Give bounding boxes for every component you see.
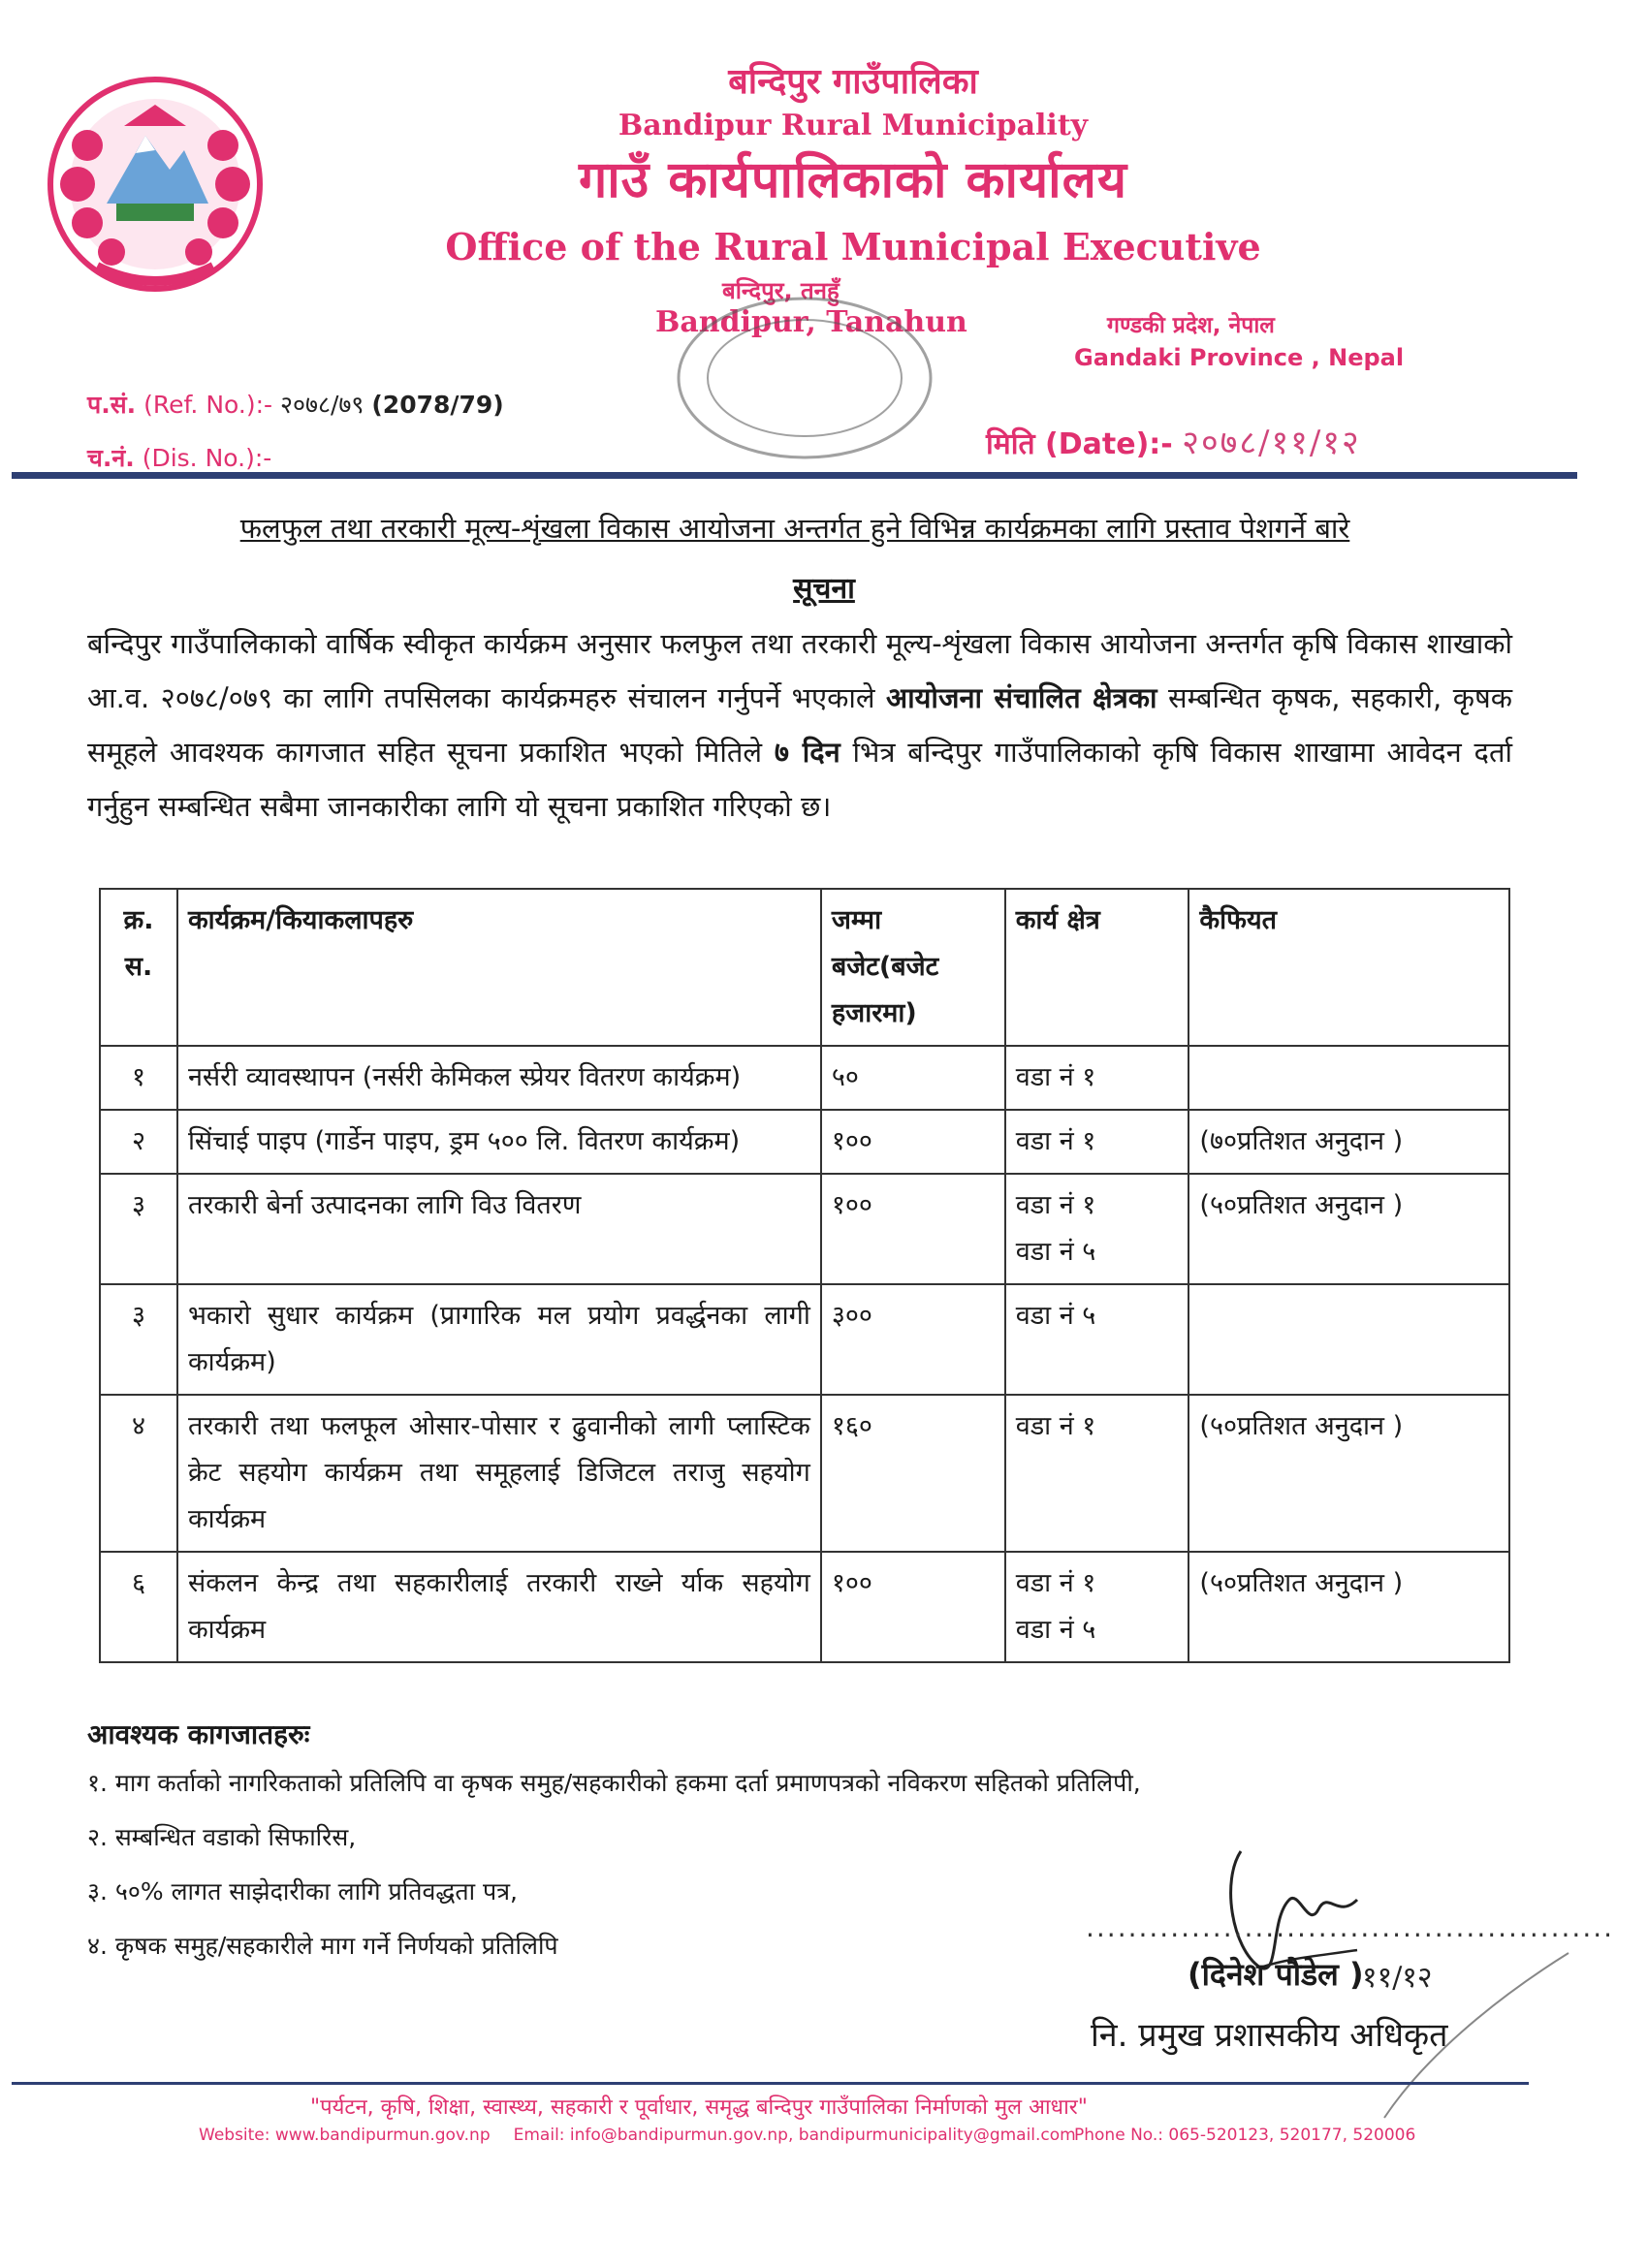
- cell-area-line: वडा नं १: [1015, 1126, 1096, 1156]
- cell-area: [1005, 1046, 1189, 1110]
- header-program: कार्यक्रम/कियाकलापहरु: [177, 889, 821, 1046]
- paragraph-bold-1: आयोजना संचालित क्षेत्रका: [885, 681, 1157, 714]
- ref-label-en: (Ref. No.):-: [143, 391, 273, 419]
- list-item: ४. कृषक समुह/सहकारीले माग गर्ने निर्णयको प्रतिलिपि: [87, 1932, 558, 1960]
- table-row: [100, 1046, 1509, 1110]
- cell-program: सिंचाई पाइप (गार्डेन पाइप, ड्रम ५०० लि. वितरण कार्यक्रम): [177, 1110, 821, 1174]
- table-row: [100, 1110, 1509, 1174]
- cell-remarks: (७०प्रतिशत अनुदान ): [1188, 1110, 1509, 1174]
- footer-divider: [12, 2082, 1529, 2085]
- cell-program: संकलन केन्द्र तथा सहकारीलाई तरकारी राख्ने र्याक सहयोग कार्यक्रम: [177, 1552, 821, 1662]
- signatory-name: (दिनेश पौडेल ): [1188, 1956, 1364, 1993]
- cell-area: [1005, 1395, 1189, 1552]
- municipality-logo: [39, 68, 271, 300]
- footer-phone: Phone No.: 065-520123, 520177, 520006: [1074, 2126, 1416, 2145]
- cell-remarks: (५०प्रतिशत अनुदान ): [1188, 1395, 1509, 1552]
- cell-area: [1005, 1284, 1189, 1395]
- cell-budget: १००: [821, 1110, 1005, 1174]
- cell-remarks: (५०प्रतिशत अनुदान ): [1188, 1174, 1509, 1284]
- cell-area-line: वडा नं १: [1015, 1062, 1096, 1092]
- table-row: [100, 1395, 1509, 1552]
- header-sn: क्र. स.: [100, 889, 177, 1046]
- header-remarks: कैफियत: [1188, 889, 1509, 1046]
- cell-budget: १६०: [821, 1395, 1005, 1552]
- header-budget: जम्मा बजेट(बजेट हजारमा): [821, 889, 1005, 1046]
- province-en: Gandaki Province , Nepal: [1074, 344, 1405, 371]
- cell-sn: ३: [100, 1284, 177, 1395]
- cell-area-line: वडा नं १: [1015, 1190, 1096, 1220]
- cell-sn: ६: [100, 1552, 177, 1662]
- header-area: कार्य क्षेत्र: [1005, 889, 1189, 1046]
- cell-area-line: वडा नं ५: [1015, 1615, 1096, 1645]
- footer-email[interactable]: Email: info@bandipurmun.gov.np, bandipurmunicipality@gmail.com: [513, 2126, 1076, 2145]
- notice-paragraph: [87, 616, 1512, 834]
- office-name-en: Bandipur Rural Municipality: [618, 109, 1089, 142]
- list-item: २. सम्बन्धित वडाको सिफारिस,: [87, 1823, 357, 1851]
- cell-area-line: वडा नं ५: [1015, 1237, 1096, 1267]
- cell-budget: ३००: [821, 1284, 1005, 1395]
- cell-program: तरकारी तथा फलफूल ओसार-पोसार र ढुवानीको लागी प्लास्टिक क्रेट सहयोग कार्यक्रम तथा समूहलाई डिजिटल तराजु सहयोग कार्यक्रम: [177, 1395, 821, 1552]
- executive-office-en: Office of the Rural Municipal Executive: [445, 225, 1261, 268]
- cell-program: नर्सरी व्यावस्थापन (नर्सरी केमिकल स्प्रेयर वितरण कार्यक्रम): [177, 1046, 821, 1110]
- cell-sn: १: [100, 1046, 177, 1110]
- cell-remarks: [1188, 1046, 1509, 1110]
- footer-contact: [199, 2126, 1076, 2145]
- table-row: [100, 1284, 1509, 1395]
- cell-sn: ३: [100, 1174, 177, 1284]
- ref-value-en: (2078/79): [371, 391, 504, 419]
- office-stamp: [669, 291, 940, 465]
- location-np: बन्दिपुर, तनहुँ: [722, 277, 840, 304]
- signature-date: ११/१२: [1362, 1961, 1433, 1995]
- notice-title: सूचना: [793, 572, 855, 606]
- official-stamp: [1346, 1943, 1578, 2127]
- footer-motto: "पर्यटन, कृषि, शिक्षा, स्वास्थ्य, सहकारी र पूर्वाधार, समृद्ध बन्दिपुर गाउँपालिका निर्माणको मुल आधार": [310, 2095, 1088, 2120]
- paragraph-text-2: सम्बन्धित कृषक, सहकारी, कृषक समूहले आवश्यक कागजात सहित सूचना प्रकाशित भएको मितिले: [87, 681, 1512, 769]
- paragraph-text-1: बन्दिपुर गाउँपालिकाको वार्षिक स्वीकृत कार्यक्रम अनुसार फलफुल तथा तरकारी मूल्य-शृंखला विकास आयोजना अन्तर्गत कृषि विकास शाखाको आ.व. २०७८/०७९ का लागि तपसिलका कार्यक्रमहरु संचालन गर्नुपर्ने भएकाले: [87, 627, 1512, 714]
- documents-heading: आवश्यक कागजातहरुः: [87, 1718, 310, 1750]
- cell-sn: ४: [100, 1395, 177, 1552]
- paragraph-text-3: भित्र बन्दिपुर गाउँपालिकाको कृषि विकास शाखामा आवेदन दर्ता गर्नुहुन सम्बन्धित सबैमा जानकारीका लागि यो सूचना प्रकाशित गरिएको छ।: [87, 736, 1512, 823]
- paragraph-bold-2: ७ दिन: [774, 736, 840, 769]
- list-item: ३. ५०% लागत साझेदारीका लागि प्रतिवद्धता पत्र,: [87, 1877, 519, 1906]
- cell-program: तरकारी बेर्ना उत्पादनका लागि विउ वितरण: [177, 1174, 821, 1284]
- cell-remarks: [1188, 1284, 1509, 1395]
- cell-budget: १००: [821, 1174, 1005, 1284]
- cell-budget: १००: [821, 1552, 1005, 1662]
- cell-area: [1005, 1552, 1189, 1662]
- date-label: मिति (Date):-: [986, 427, 1173, 461]
- notice-subject: फलफुल तथा तरकारी मूल्य-शृंखला विकास आयोजना अन्तर्गत हुने विभिन्न कार्यक्रमका लागि प्रस्ताव पेशगर्ने बारे: [239, 512, 1350, 545]
- list-item: १. माग कर्ताको नागरिकताको प्रतिलिपि वा कृषक समुह/सहकारीको हकमा दर्ता प्रमाणपत्रको नविकरण सहितको प्रतिलिपी,: [87, 1769, 1141, 1797]
- date-value: २०७८/११/१२: [1182, 424, 1361, 462]
- table-header-row: [100, 889, 1509, 1046]
- province-np: गण्डकी प्रदेश, नेपाल: [1107, 313, 1275, 338]
- table-row: [100, 1174, 1509, 1284]
- cell-remarks: (५०प्रतिशत अनुदान ): [1188, 1552, 1509, 1662]
- ref-label-np: प.सं.: [87, 391, 137, 419]
- cell-budget: ५०: [821, 1046, 1005, 1110]
- dis-label-np: च.नं.: [87, 444, 135, 472]
- reference-number: [87, 388, 504, 421]
- documents-list: [87, 1756, 1141, 1973]
- cell-area-line: वडा नं १: [1015, 1568, 1096, 1598]
- date-field: [986, 419, 1361, 463]
- program-table: [99, 888, 1510, 1663]
- location-en: Bandipur, Tanahun: [655, 305, 967, 339]
- footer-website[interactable]: Website: www.bandipurmun.gov.np: [199, 2126, 491, 2145]
- header-divider: [12, 472, 1577, 479]
- cell-sn: २: [100, 1110, 177, 1174]
- cell-program: भकारो सुधार कार्यक्रम (प्रागारिक मल प्रयोग प्रवर्द्धनका लागी कार्यक्रम): [177, 1284, 821, 1395]
- cell-area: [1005, 1110, 1189, 1174]
- cell-area-line: वडा नं ५: [1015, 1301, 1096, 1331]
- dispatch-number: [87, 441, 271, 474]
- office-name-np: बन्दिपुर गाउँपालिका: [728, 62, 978, 102]
- executive-office-np: गाउँ कार्यपालिकाको कार्यालय: [579, 151, 1127, 209]
- signature-line: ..................................................: [1086, 1911, 1615, 1943]
- cell-area-line: वडा नं १: [1015, 1411, 1096, 1441]
- signatory-title: नि. प्रमुख प्रशासकीय अधिकृत: [1091, 2016, 1448, 2055]
- dis-label-en: (Dis. No.):-: [142, 444, 272, 472]
- cell-area: [1005, 1174, 1189, 1284]
- ref-value-np: २०७८/७९: [279, 391, 364, 419]
- table-row: [100, 1552, 1509, 1662]
